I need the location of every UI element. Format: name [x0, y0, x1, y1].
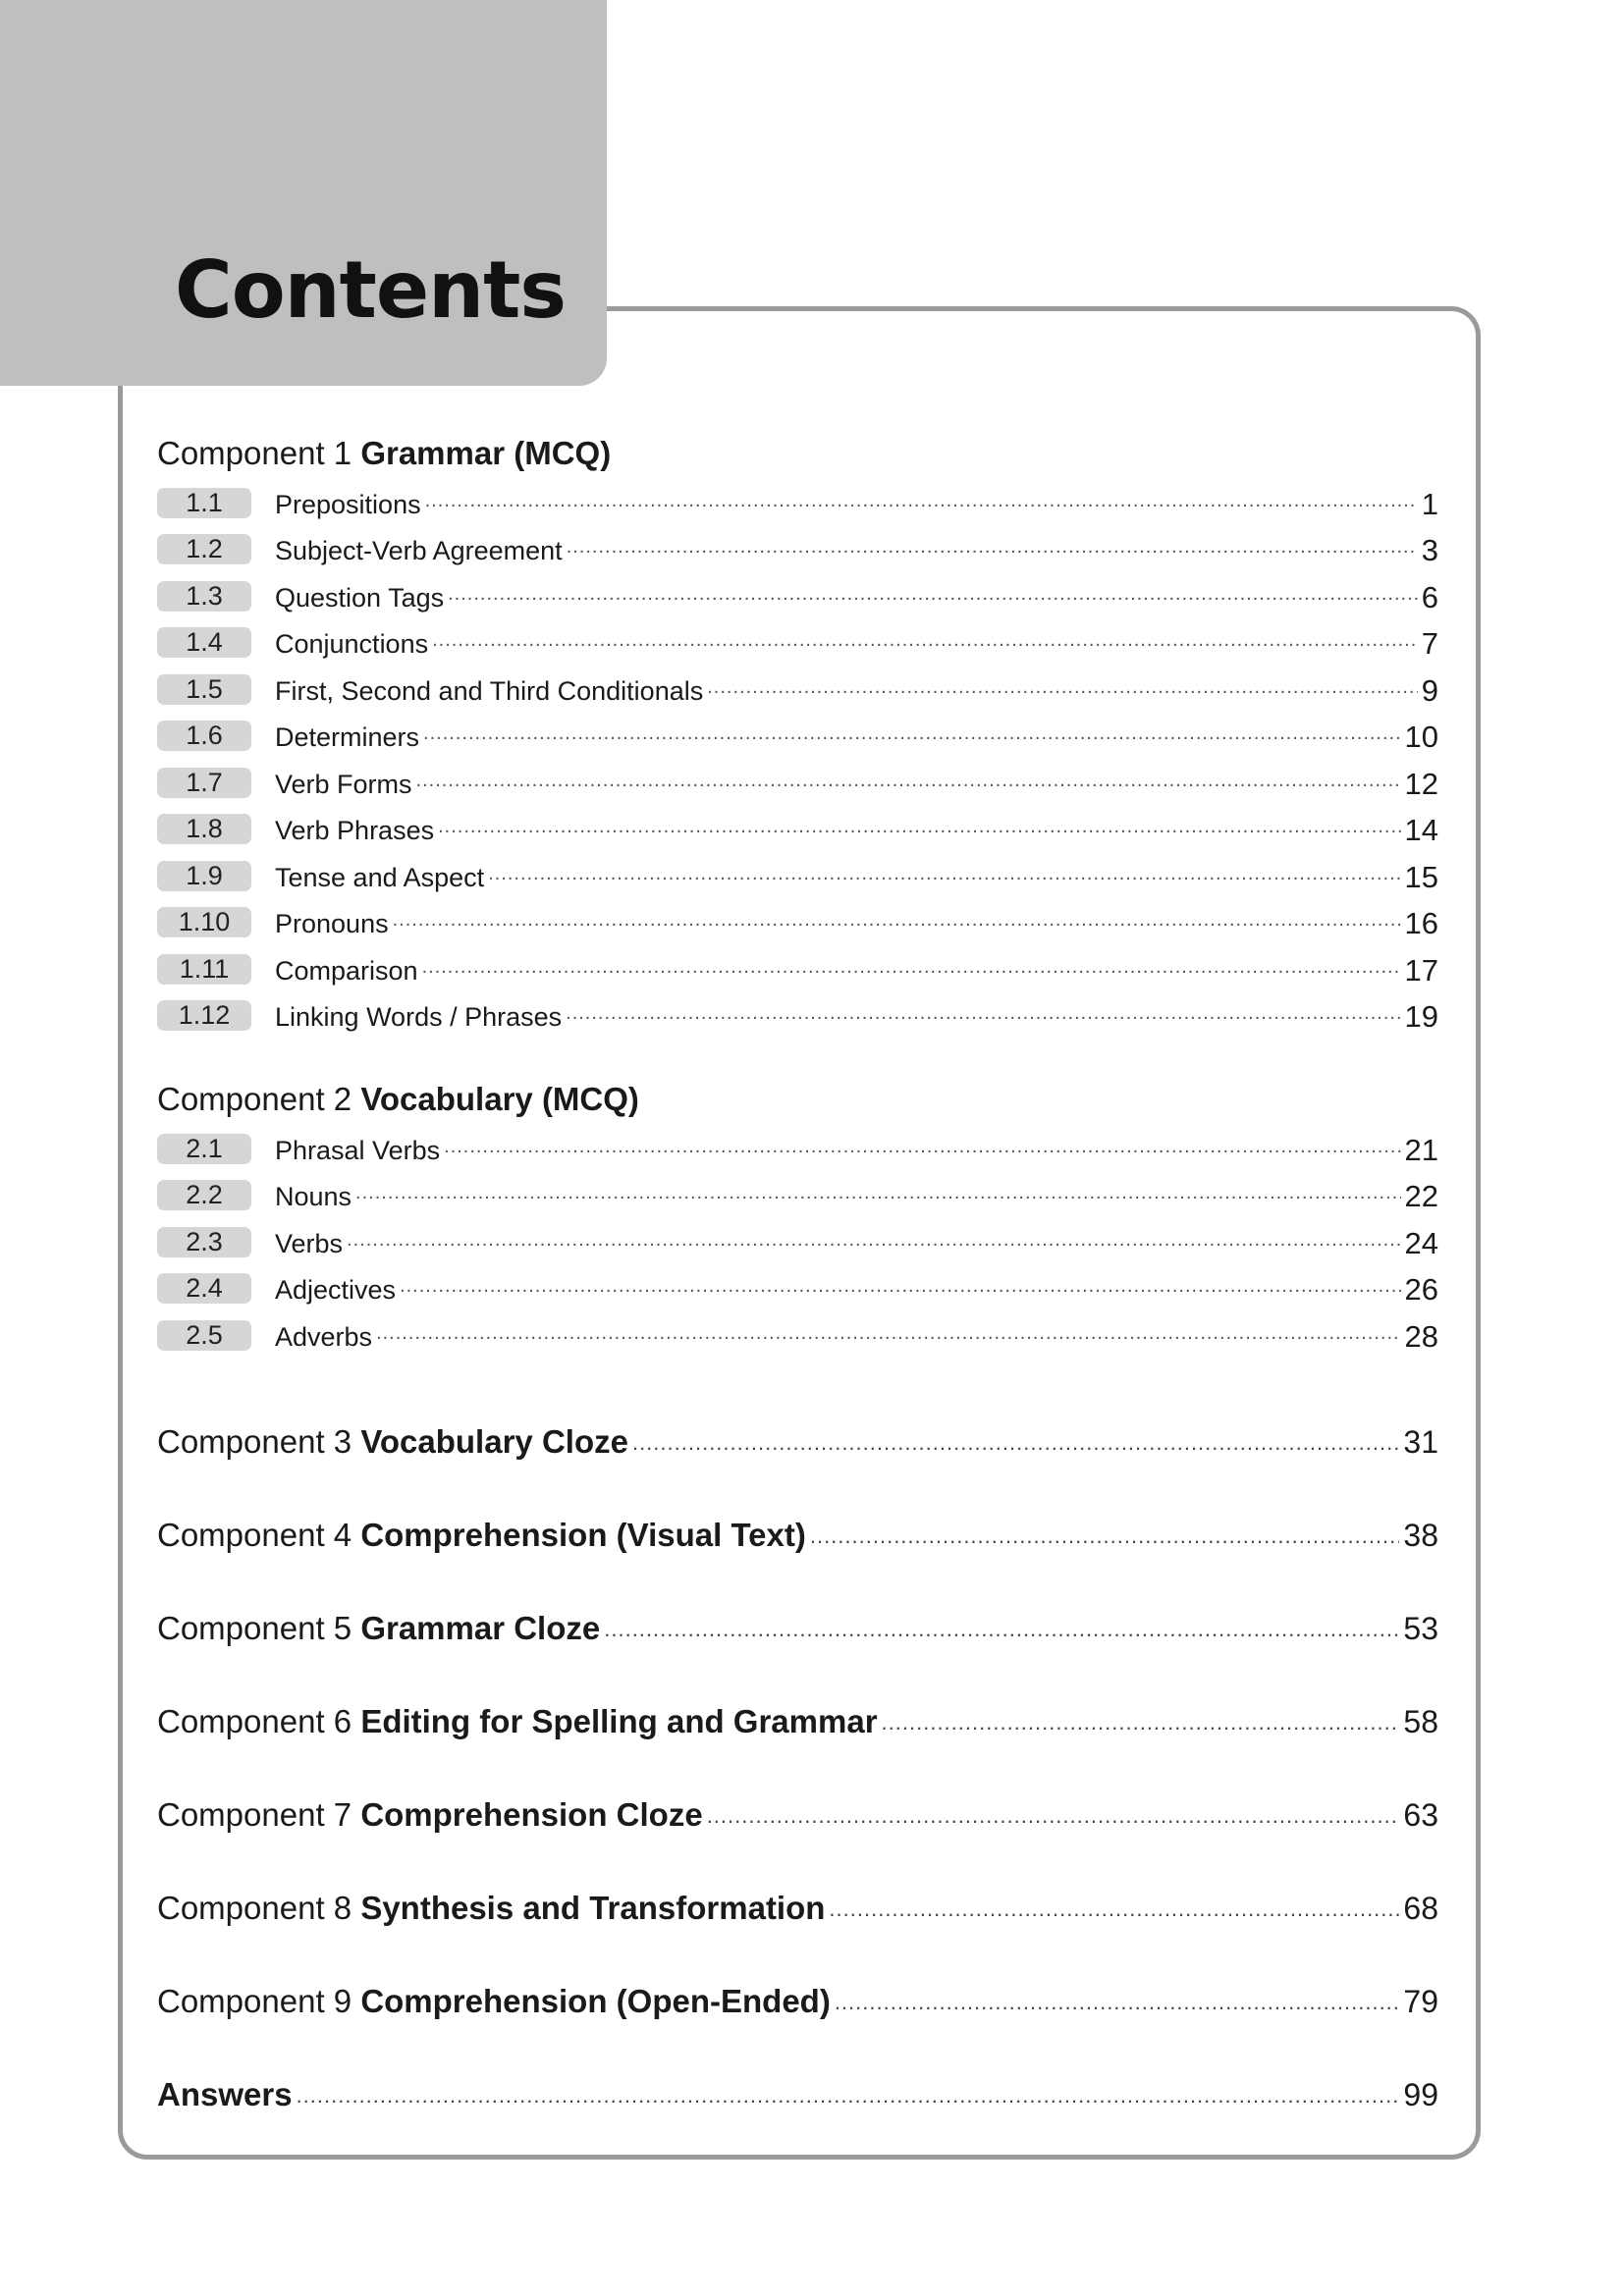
dot-leader: [707, 673, 1418, 709]
section-title: Prepositions: [275, 489, 421, 519]
toc-entry-main[interactable]: [157, 1464, 1438, 1557]
page-number: 63: [1403, 1796, 1438, 1833]
toc-entry[interactable]: [157, 1308, 1438, 1355]
section-number-badge: 1.7: [157, 768, 251, 798]
main-entry-title: [157, 1980, 831, 2023]
page-title: Contents: [175, 244, 566, 336]
toc-entry[interactable]: [157, 1121, 1438, 1168]
toc-entry-main[interactable]: [157, 1837, 1438, 1930]
section-number-badge: 1.8: [157, 814, 251, 844]
section-title: Adjectives: [275, 1275, 397, 1305]
section-title: Conjunctions: [275, 629, 429, 659]
page-number: 12: [1404, 766, 1438, 801]
section-title: Linking Words / Phrases: [275, 1002, 563, 1032]
dot-leader: [632, 1420, 1399, 1464]
component-prefix: Component 1: [157, 435, 352, 471]
toc-entry[interactable]: [157, 755, 1438, 802]
component-name: Answers: [157, 2075, 293, 2112]
dot-leader: [438, 813, 1400, 848]
component-name: Vocabulary Cloze: [360, 1422, 628, 1460]
page-number: 58: [1403, 1703, 1438, 1739]
toc-entry[interactable]: [157, 895, 1438, 942]
section-number-badge: 1.10: [157, 907, 251, 937]
section-number-badge: 1.2: [157, 534, 251, 564]
main-entry-title: [157, 1607, 600, 1650]
dot-leader: [376, 1319, 1400, 1355]
dot-leader: [829, 1887, 1399, 1930]
page-number: 1: [1421, 486, 1438, 521]
section-title: Subject-Verb Agreement: [275, 536, 563, 565]
page-number: 53: [1403, 1610, 1438, 1646]
section-number-badge: 1.4: [157, 627, 251, 658]
page-number: 19: [1404, 999, 1438, 1034]
section-number-badge: 2.1: [157, 1134, 251, 1164]
section-number-badge: 1.12: [157, 1000, 251, 1031]
dot-leader: [444, 1133, 1400, 1168]
page-number: 15: [1404, 859, 1438, 894]
section-title: Determiners: [275, 722, 420, 752]
section-title: Verbs: [275, 1228, 344, 1258]
section-title: Comparison: [275, 955, 418, 986]
page-number: 26: [1404, 1272, 1438, 1307]
page-number: 28: [1404, 1318, 1438, 1354]
section-gap: [157, 1035, 1438, 1078]
section-number-badge: 1.9: [157, 861, 251, 891]
page-number: 68: [1403, 1890, 1438, 1926]
page-number: 9: [1421, 672, 1438, 708]
toc-entry[interactable]: [157, 848, 1438, 895]
main-entry-title: [157, 1887, 825, 1930]
component-prefix: Component 6: [157, 1702, 352, 1739]
page-number: 3: [1421, 533, 1438, 567]
component-name: Grammar (MCQ): [360, 435, 612, 471]
main-entry-title: [157, 1514, 806, 1557]
section-title: Question Tags: [275, 582, 445, 613]
dot-leader: [567, 533, 1418, 568]
dot-leader: [416, 767, 1401, 802]
page-number: 22: [1404, 1179, 1438, 1213]
page-number: 14: [1404, 813, 1438, 847]
component-prefix: Component 2: [157, 1081, 352, 1117]
component-heading: [157, 432, 1438, 475]
section-title: Verb Phrases: [275, 816, 435, 845]
main-entry-title: [157, 1420, 628, 1464]
page-number: 99: [1403, 2076, 1438, 2112]
toc-entry[interactable]: [157, 802, 1438, 849]
component-name: Editing for Spelling and Grammar: [360, 1702, 878, 1739]
section-number-badge: 2.2: [157, 1180, 251, 1210]
toc-entry[interactable]: [157, 662, 1438, 709]
page-number: 7: [1421, 626, 1438, 661]
toc-entry[interactable]: [157, 941, 1438, 988]
component-prefix: Component 8: [157, 1889, 352, 1926]
toc-entry-main[interactable]: [157, 2023, 1438, 2116]
dot-leader: [393, 906, 1401, 941]
component-name: Synthesis and Transformation: [360, 1889, 826, 1926]
section-number-badge: 2.3: [157, 1227, 251, 1257]
page-number: 31: [1403, 1423, 1438, 1460]
dot-leader: [882, 1700, 1400, 1743]
component-name: Vocabulary (MCQ): [360, 1081, 639, 1117]
section-title: Tense and Aspect: [275, 862, 485, 892]
section-number-badge: 2.4: [157, 1273, 251, 1304]
component-prefix: Component 4: [157, 1516, 352, 1553]
page-number: 21: [1404, 1132, 1438, 1167]
dot-leader: [297, 2073, 1400, 2116]
toc-entry[interactable]: [157, 1261, 1438, 1308]
main-entry-title: [157, 1793, 703, 1837]
section-title: Phrasal Verbs: [275, 1135, 441, 1165]
dot-leader: [488, 860, 1400, 895]
toc-entry-main[interactable]: [157, 1743, 1438, 1837]
component-prefix: Component 9: [157, 1982, 352, 2019]
section-title: Verb Forms: [275, 769, 412, 799]
section-title: First, Second and Third Conditionals: [275, 675, 704, 706]
toc-entry-main[interactable]: [157, 1370, 1438, 1464]
toc-entry[interactable]: [157, 709, 1438, 756]
section-gap: [157, 1355, 1438, 1370]
dot-leader: [423, 720, 1400, 755]
main-entry-title: [157, 2073, 293, 2116]
dot-leader: [425, 487, 1418, 522]
toc-entry[interactable]: [157, 522, 1438, 569]
page-number: 17: [1404, 952, 1438, 988]
section-number-badge: 2.5: [157, 1320, 251, 1351]
toc-entry[interactable]: [157, 568, 1438, 615]
dot-leader: [355, 1179, 1400, 1214]
page-number: 38: [1403, 1517, 1438, 1553]
section-number-badge: 1.6: [157, 721, 251, 751]
dot-leader: [604, 1607, 1399, 1650]
component-prefix: Component 3: [157, 1422, 352, 1460]
toc-entry-main[interactable]: [157, 1930, 1438, 2023]
page-number: 16: [1404, 906, 1438, 940]
section-number-badge: 1.1: [157, 488, 251, 518]
dot-leader: [347, 1226, 1400, 1261]
main-entry-title: [157, 1700, 878, 1743]
section-number-badge: 1.3: [157, 581, 251, 612]
toc-entry[interactable]: [157, 988, 1438, 1036]
page-number: 6: [1421, 579, 1438, 614]
section-title: Nouns: [275, 1182, 352, 1211]
dot-leader: [810, 1514, 1400, 1557]
dot-leader: [835, 1980, 1400, 2023]
component-name: Grammar Cloze: [360, 1609, 601, 1646]
component-name: Comprehension (Visual Text): [360, 1516, 806, 1553]
dot-leader: [422, 953, 1401, 988]
dot-leader: [432, 626, 1418, 662]
toc-entry[interactable]: [157, 1168, 1438, 1215]
section-title: Pronouns: [275, 909, 389, 938]
page-number: 79: [1403, 1983, 1438, 2019]
section-number-badge: 1.5: [157, 674, 251, 705]
toc-entry-main[interactable]: [157, 1650, 1438, 1743]
table-of-contents: [157, 432, 1438, 2116]
toc-entry[interactable]: [157, 475, 1438, 522]
component-prefix: Component 5: [157, 1609, 352, 1646]
component-prefix: Component 7: [157, 1795, 352, 1833]
dot-leader: [448, 580, 1418, 615]
page-number: 24: [1404, 1225, 1438, 1260]
component-name: Comprehension (Open-Ended): [360, 1982, 831, 2019]
toc-entry-main[interactable]: [157, 1557, 1438, 1650]
toc-entry[interactable]: [157, 1214, 1438, 1261]
dot-leader: [707, 1793, 1400, 1837]
section-title: Adverbs: [275, 1321, 373, 1352]
section-number-badge: 1.11: [157, 954, 251, 985]
component-name: Comprehension Cloze: [360, 1795, 703, 1833]
component-heading: [157, 1078, 1438, 1121]
dot-leader: [400, 1272, 1400, 1308]
page-number: 10: [1404, 720, 1438, 754]
toc-entry[interactable]: [157, 615, 1438, 663]
dot-leader: [566, 999, 1400, 1035]
